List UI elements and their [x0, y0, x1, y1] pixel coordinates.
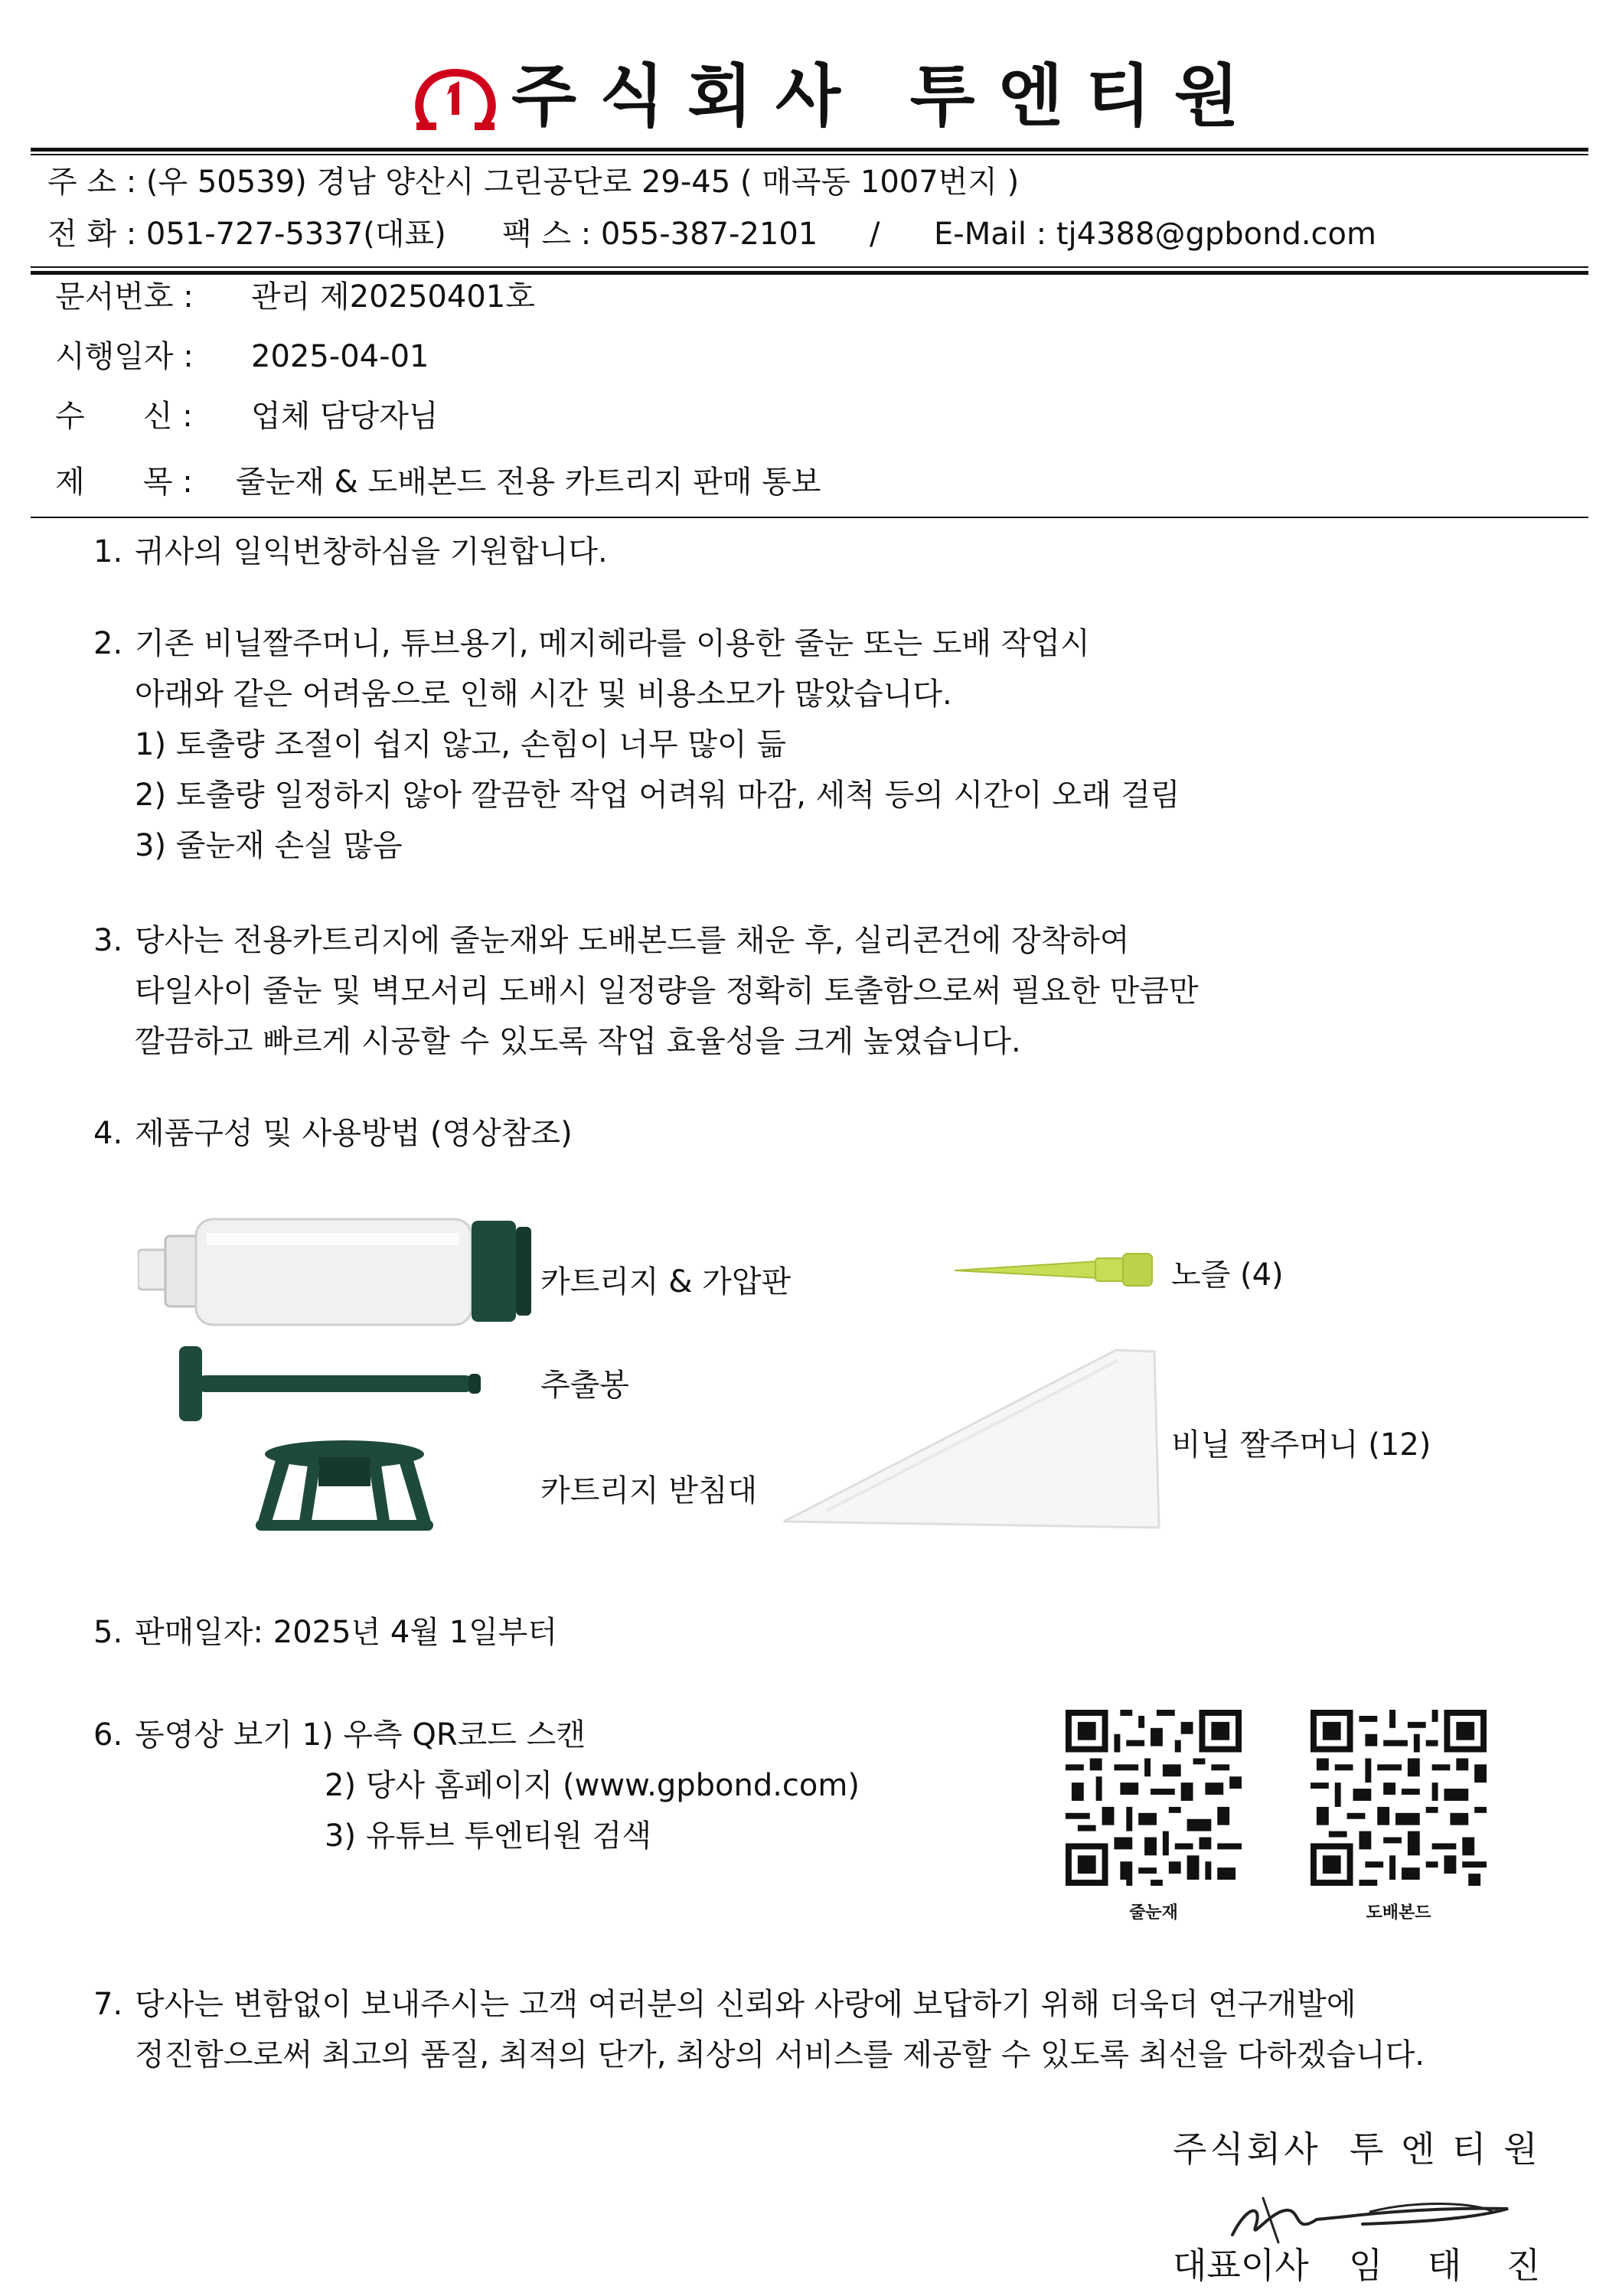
company-email: E-Mail : tj4388@gpbond.com — [934, 217, 1376, 252]
para-7-line-1: 당사는 변함없이 보내주시는 고객 여러분의 신뢰와 사랑에 보답하기 위해 더욱더 연구개발에 — [135, 1987, 1356, 2022]
para-7-number: 7. — [93, 1987, 123, 2022]
para-6-line-1: 동영상 보기 1) 우측 QR코드 스캔 — [135, 1717, 586, 1753]
recipient-label: 수 신 : — [55, 399, 193, 434]
para-2-line-1: 기존 비닐짤주머니, 튜브용기, 메지헤라를 이용한 줄눈 또는 도배 작업시 — [135, 626, 1090, 661]
header-rule-top-thin — [31, 154, 1588, 155]
para-2-line-3: 1) 토출량 조절이 쉽지 않고, 손힘이 너무 많이 듦 — [135, 727, 787, 762]
qr-code-wallpaper-bond[interactable] — [1311, 1710, 1487, 1886]
signature-company: 주식회사 투 엔 티 원 — [1173, 2128, 1541, 2170]
para-6-line-2: 2) 당사 홈페이지 (www.gpbond.com) — [325, 1768, 860, 1803]
para-7-line-2: 정진함으로써 최고의 품질, 최적의 단가, 최상의 서비스를 제공할 수 있도록 최선을 다하겠습니다. — [135, 2037, 1425, 2073]
header-rule-top — [31, 148, 1588, 152]
para-3-number: 3. — [93, 923, 123, 958]
cartridge-stand-label: 카트리지 받침대 — [540, 1473, 758, 1508]
para-6-number: 6. — [93, 1717, 123, 1753]
issue-date: 2025-04-01 — [251, 339, 429, 374]
nozzle-label: 노즐 (4) — [1171, 1257, 1284, 1293]
para-2-line-2: 아래와 같은 어려움으로 인해 시간 및 비용소모가 많았습니다. — [135, 677, 952, 712]
piping-bag-label: 비닐 짤주머니 (12) — [1171, 1427, 1431, 1463]
para-3-line-1: 당사는 전용카트리지에 줄눈재와 도배본드를 채운 후, 실리콘건에 장착하여 — [135, 923, 1130, 958]
qr-caption-grout: 줄눈재 — [1129, 1903, 1178, 1923]
para-3-line-2: 타일사이 줄눈 및 벽모서리 도배시 일정량을 정확히 토출함으로써 필요한 만큼만 — [135, 974, 1199, 1009]
recipient: 업체 담당자님 — [251, 399, 439, 434]
cartridge-label: 카트리지 & 가압판 — [540, 1264, 792, 1300]
contact-separator: / — [870, 217, 880, 252]
para-2-line-5: 3) 줄눈재 손실 많음 — [135, 828, 403, 863]
company-logo — [413, 63, 498, 132]
para-5-line-1: 판매일자: 2025년 4월 1일부터 — [135, 1615, 558, 1650]
para-2-line-4: 2) 토출량 일정하지 않아 깔끔한 작업 어려워 마감, 세척 등의 시간이 오래 걸림 — [135, 778, 1180, 813]
para-5-number: 5. — [93, 1615, 123, 1650]
para-3-line-3: 깔끔하고 빠르게 시공할 수 있도록 작업 효율성을 크게 높였습니다. — [135, 1024, 1021, 1059]
header-rule-bottom-thin — [31, 266, 1588, 268]
representative-name: 임 태 진 — [1349, 2245, 1541, 2286]
company-phone: 전 화 : 051-727-5337(대표) — [47, 217, 446, 252]
extraction-rod-image — [173, 1343, 487, 1427]
representative-title: 대표이사 — [1173, 2245, 1309, 2286]
qr-caption-wallpaper-bond: 도배본드 — [1366, 1903, 1431, 1923]
doc-number: 관리 제20250401호 — [251, 279, 535, 315]
company-address: 주 소 : (우 50539) 경남 양산시 그린공단로 29-45 ( 매곡동 1007번지 ) — [47, 165, 1020, 200]
para-4-line-1: 제품구성 및 사용방법 (영상참조) — [135, 1116, 573, 1151]
meta-rule — [31, 517, 1588, 518]
subject-label: 제 목 : — [55, 465, 193, 500]
subject: 줄눈재 & 도배본드 전용 카트리지 판매 통보 — [236, 465, 821, 500]
para-2-number: 2. — [93, 626, 123, 661]
piping-bag-image — [781, 1347, 1164, 1531]
cartridge-stand-image — [253, 1439, 436, 1534]
date-label: 시행일자 : — [55, 339, 194, 374]
doc-number-label: 문서번호 : — [55, 279, 194, 315]
company-name-title: 주식회사 투엔티원 — [511, 57, 1262, 135]
para-6-line-3: 3) 유튜브 투엔티원 검색 — [325, 1818, 651, 1854]
qr-code-grout[interactable] — [1066, 1710, 1242, 1886]
company-fax: 팩 스 : 055-387-2101 — [502, 217, 818, 252]
nozzle-image — [953, 1246, 1160, 1292]
para-4-number: 4. — [93, 1116, 123, 1151]
cartridge-image — [138, 1213, 543, 1332]
para-1-number: 1. — [93, 534, 123, 569]
extraction-rod-label: 추출봉 — [540, 1368, 629, 1403]
para-1-line-1: 귀사의 일익번창하심을 기원합니다. — [135, 534, 608, 569]
